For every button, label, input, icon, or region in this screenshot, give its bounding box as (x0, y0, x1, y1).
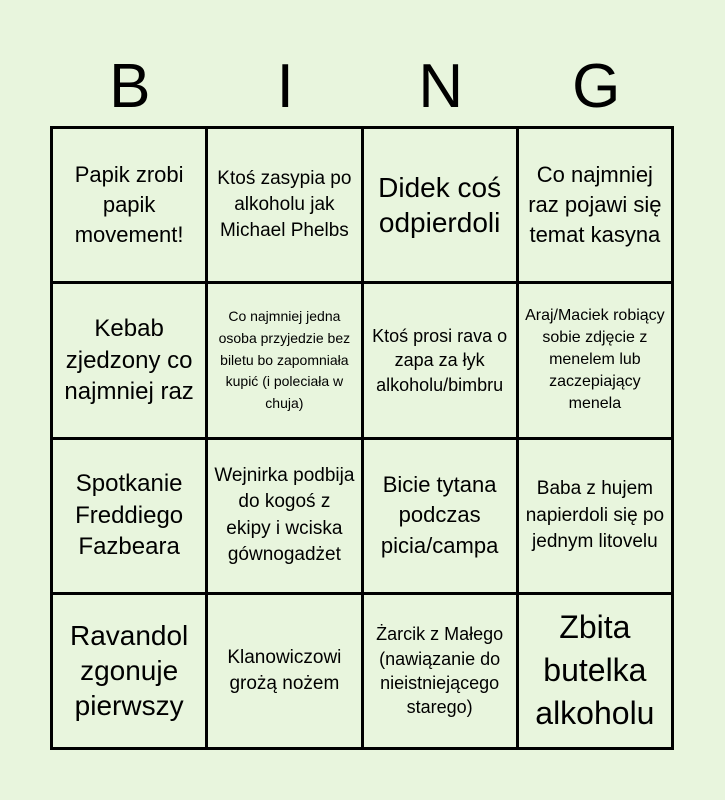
bingo-cell-text: Ktoś zasypia po alkoholu jak Michael Phelbs (217, 167, 352, 242)
bingo-cell-text: Ravandol zgonuje pierwszy (69, 620, 189, 722)
bingo-cell-text: Papik zrobi papik movement! (74, 161, 184, 248)
bingo-cell[interactable] (519, 595, 671, 747)
header-letter-n: N (418, 52, 464, 121)
bingo-cell-text: Wejnirka podbija do kogoś z ekipy i wciska gównogadżet (214, 465, 355, 565)
bingo-cell[interactable] (519, 129, 671, 281)
bingo-cell[interactable] (208, 129, 360, 281)
bingo-grid (50, 126, 674, 750)
bingo-cell[interactable] (519, 284, 671, 436)
bingo-cell[interactable] (519, 440, 671, 592)
bingo-cell-text: Ktoś prosi rava o zapa za łyk alkoholu/bimbru (372, 325, 508, 395)
bingo-header (52, 52, 674, 122)
bingo-cell[interactable] (53, 284, 205, 436)
header-letter-g: G (572, 52, 621, 121)
bingo-cell[interactable] (53, 129, 205, 281)
bingo-cell-text: Bicie tytana podczas picia/campa (380, 472, 499, 558)
bingo-cell-text: Baba z hujem napierdoli się po jednym litovelu (525, 478, 665, 552)
bingo-cell[interactable] (53, 595, 205, 747)
bingo-cell-text: Co najmniej jedna osoba przyjedzie bez biletu bo zapomniała kupić (i poleciała w chuja) (218, 308, 351, 411)
bingo-cell[interactable] (208, 284, 360, 436)
bingo-cell[interactable] (364, 129, 516, 281)
header-letter-i: I (276, 52, 294, 121)
bingo-cell[interactable] (364, 595, 516, 747)
bingo-cell-text: Żarcik z Małego (nawiązanie do nieistniejącego starego) (376, 624, 504, 718)
bingo-cell[interactable] (208, 595, 360, 747)
bingo-cell-text: Klanowiczowi grożą nożem (227, 646, 342, 694)
header-letter-b: B (109, 52, 151, 121)
bingo-cell-text: Co najmniej raz pojawi się temat kasyna (528, 161, 662, 248)
bingo-cell-text: Didek coś odpierdoli (378, 172, 502, 239)
bingo-cell-text: Araj/Maciek robiący sobie zdjęcie z menelem lub zaczepiający menela (525, 307, 665, 413)
bingo-cell[interactable] (208, 440, 360, 592)
bingo-cell[interactable] (364, 284, 516, 436)
bingo-cell-text: Zbita butelka alkoholu (535, 609, 655, 732)
bingo-cell-text: Spotkanie Freddiego Fazbeara (75, 470, 184, 561)
bingo-cell[interactable] (53, 440, 205, 592)
bingo-cell[interactable] (364, 440, 516, 592)
bingo-cell-text: Kebab zjedzony co najmniej raz (64, 314, 194, 406)
